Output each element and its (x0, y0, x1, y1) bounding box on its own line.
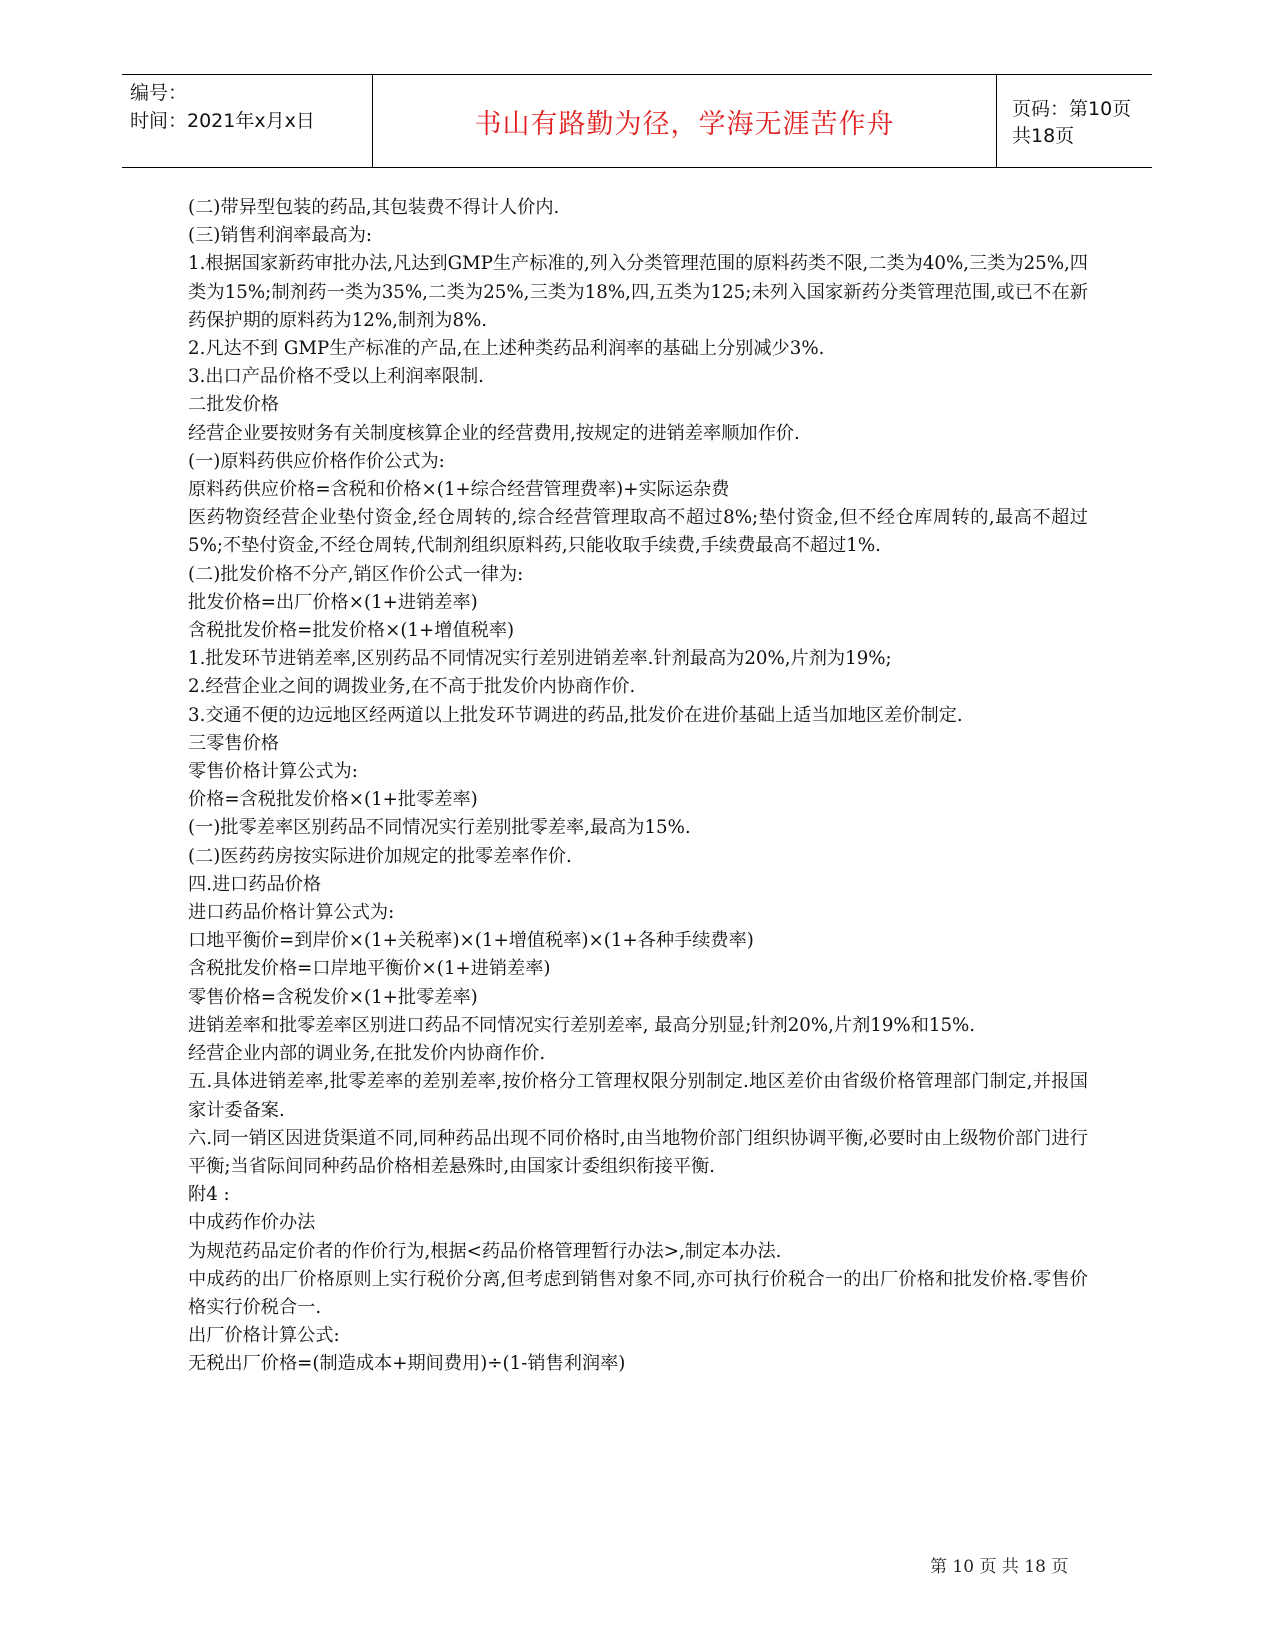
paragraph: 1.根据国家新药审批办法,凡达到GMP生产标准的,列入分类管理范围的原料药类不限,二类为40%,三类为25%,四类为15%;制剂药一类为35%,二类为25%,三类为18%,四,五类为125;未列入国家新药分类管理范围,或已不在新药保护期的原料药为12%,制剂为8%. (188, 253, 1088, 331)
paragraph: 经营企业内部的调业务,在批发价内协商作价. (188, 1043, 546, 1065)
section-heading: 四.进口药品价格 (188, 873, 322, 895)
paragraph: (三)销售利润率最高为: (188, 225, 373, 247)
document-body (188, 194, 1088, 1379)
paragraph: 零售价格计算公式为: (188, 761, 358, 783)
paragraph: 中成药的出厂价格原则上实行税价分离,但考虑到销售对象不同,亦可执行价税合一的出厂价格和批发价格.零售价格实行价税合一. (188, 1268, 1088, 1318)
paragraph: 2.凡达不到 GMP生产标准的产品,在上述种类药品利润率的基础上分别减少3%. (188, 338, 825, 360)
paragraph: 2.经营企业之间的调拨业务,在不高于批发价内协商作价. (188, 676, 636, 698)
document-number-label: 编号： (130, 82, 188, 104)
paragraph: 3.交通不便的边远地区经两道以上批发环节调进的药品,批发价在进价基础上适当加地区差价制定. (188, 704, 963, 726)
document-time-label: 时间：2021年x月x日 (130, 110, 315, 132)
paragraph: (二)批发价格不分产,销区作价公式一律为: (188, 563, 524, 585)
paragraph: (一)批零差率区别药品不同情况实行差别批零差率,最高为15%. (188, 817, 691, 839)
appendix-label: 附4 : (188, 1184, 230, 1206)
header-motto: 书山有路勤为径，学海无涯苦作舟 (372, 75, 997, 167)
paragraph: 进口药品价格计算公式为: (188, 902, 395, 924)
paragraph: 3.出口产品价格不受以上利润率限制. (188, 366, 484, 388)
paragraph: (二)带异型包装的药品,其包装费不得计人价内. (188, 197, 560, 218)
section-heading: 二批发价格 (188, 394, 279, 416)
paragraph: 为规范药品定价者的作价行为,根据<药品价格管理暂行办法>,制定本办法. (188, 1240, 782, 1262)
page-header (122, 74, 1152, 168)
header-page-info: 页码：第10页 共18页 (1012, 98, 1132, 147)
paragraph: 经营企业要按财务有关制度核算企业的经营费用,按规定的进销差率顺加作价. (188, 422, 800, 444)
formula: 批发价格=出厂价格×(1+进销差率) (188, 591, 478, 613)
page-footer: 第 10 页 共 18 页 (930, 1557, 1069, 1577)
formula: 零售价格=含税发价×(1+批零差率) (188, 986, 478, 1008)
formula: 含税批发价格=批发价格×(1+增值税率) (188, 620, 515, 642)
paragraph: 五.具体进销差率,批零差率的差别差率,按价格分工管理权限分别制定.地区差价由省级价格管理部门制定,并报国家计委备案. (188, 1071, 1088, 1121)
paragraph: 1.批发环节进销差率,区别药品不同情况实行差别进销差率.针剂最高为20%,片剂为19%; (188, 648, 892, 670)
formula: 价格=含税批发价格×(1+批零差率) (188, 789, 478, 811)
formula: 口地平衡价=到岸价×(1+关税率)×(1+增值税率)×(1+各种手续费率) (188, 930, 754, 952)
formula: 含税批发价格=口岸地平衡价×(1+进销差率) (188, 958, 551, 980)
paragraph: 医药物资经营企业垫付资金,经仓周转的,综合经营管理取高不超过8%;垫付资金,但不经仓库周转的,最高不超过5%;不垫付资金,不经仓周转,代制剂组织原料药,只能收取手续费,手续费最高不超过1%. (188, 507, 1088, 557)
section-heading: 三零售价格 (188, 732, 279, 754)
paragraph: (二)医药药房按实际进价加规定的批零差率作价. (188, 845, 572, 867)
formula: 无税出厂价格=(制造成本+期间费用)÷(1-销售利润率) (188, 1353, 626, 1375)
formula: 原料药供应价格=含税和价格×(1+综合经营管理费率)+实际运杂费 (188, 479, 730, 501)
section-heading: 中成药作价办法 (188, 1212, 316, 1234)
paragraph: 六.同一销区因进货渠道不同,同种药品出现不同价格时,由当地物价部门组织协调平衡,必要时由上级物价部门进行平衡;当省际间同种药品价格相差悬殊时,由国家计委组织衔接平衡. (188, 1127, 1088, 1177)
paragraph: 出厂价格计算公式: (188, 1325, 340, 1347)
paragraph: (一)原料药供应价格作价公式为: (188, 450, 445, 472)
header-meta (130, 79, 365, 135)
paragraph: 进销差率和批零差率区别进口药品不同情况实行差别差率, 最高分别显;针剂20%,片剂19%和15%. (188, 1014, 976, 1036)
